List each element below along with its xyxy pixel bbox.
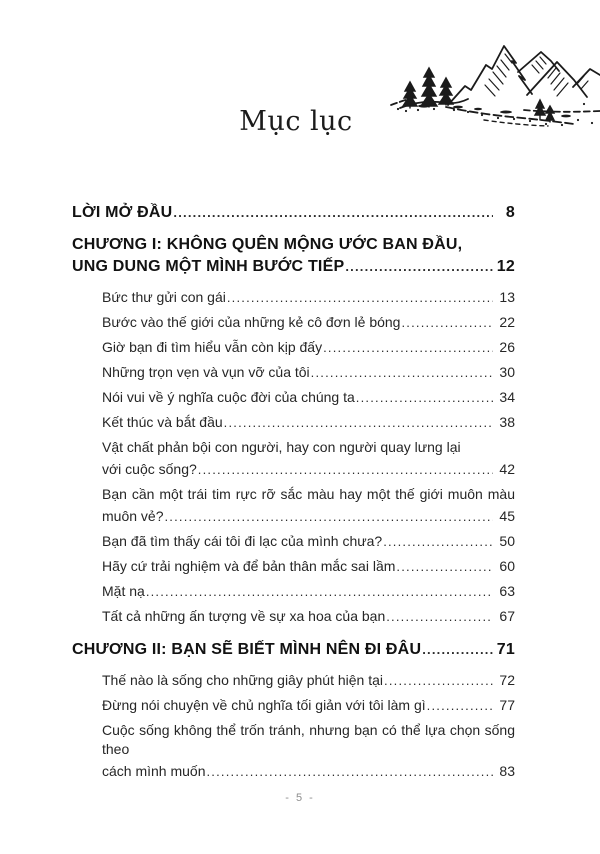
page-title: Mục lục: [239, 106, 353, 137]
toc-entry-label: Bạn đã tìm thấy cái tôi đi lạc của mình chưa?: [102, 533, 383, 549]
toc-entry-label: CHƯƠNG II: BẠN SẼ BIẾT MÌNH NÊN ĐI ĐÂU: [72, 641, 422, 658]
dot-leader: [224, 413, 493, 432]
toc-entry-label: muôn vẻ?: [102, 508, 164, 524]
toc-entry-page: 8: [505, 204, 515, 221]
toc-entry-chapter-1: [72, 257, 515, 276]
toc-entry-page: 30: [499, 364, 515, 380]
toc-entry-page: 42: [499, 461, 515, 477]
toc-entry-chapter-2: [72, 640, 515, 659]
toc-entry-page: 50: [499, 533, 515, 549]
toc-entry: [72, 363, 515, 382]
dot-leader: [227, 288, 493, 307]
toc-entry-page: 83: [499, 763, 515, 779]
toc-entry-page: 13: [499, 289, 515, 305]
toc-entry: [72, 762, 515, 781]
toc-entry-label: Vật chất phản bội con người, hay con người quay lưng lại: [102, 439, 461, 455]
toc-entry-line1: [72, 721, 515, 759]
dot-leader: [323, 338, 493, 357]
toc-entry-label: Bức thư gửi con gái: [102, 289, 226, 305]
toc-entry-label: cách mình muốn: [102, 763, 206, 779]
toc-entry-label: Đừng nói chuyện về chủ nghĩa tối giản với tôi làm gì: [102, 697, 426, 713]
dot-leader: [422, 640, 493, 659]
dot-leader: [427, 696, 493, 715]
toc-entry-label: với cuộc sống?: [102, 461, 197, 477]
dot-leader: [396, 557, 493, 576]
toc-entry-page: 34: [499, 389, 515, 405]
dot-leader: [198, 460, 493, 479]
toc-entry-page: 71: [496, 641, 515, 658]
toc-entry-label: CHƯƠNG I: KHÔNG QUÊN MỘNG ƯỚC BAN ĐẦU,: [72, 236, 463, 253]
toc-entry-line1: [72, 485, 515, 504]
dot-leader: [207, 762, 494, 781]
dot-leader: [386, 607, 493, 626]
toc-entry: [72, 532, 515, 551]
toc-entry-label: Nói vui về ý nghĩa cuộc đời của chúng ta: [102, 389, 355, 405]
toc-entry-page: 67: [499, 608, 515, 624]
toc-entry-label: LỜI MỞ ĐẦU: [72, 204, 173, 221]
dot-leader: [401, 313, 493, 332]
dot-leader: [311, 363, 493, 382]
toc-entry: [72, 288, 515, 307]
toc-entry-page: 12: [496, 258, 515, 275]
toc-entry-label: Bạn cần một trái tim rực rỡ sắc màu hay một thế giới muôn màu: [102, 486, 515, 502]
dot-leader: [173, 203, 493, 222]
toc-entry-page: 63: [499, 583, 515, 599]
toc-entry: [72, 460, 515, 479]
toc-entry-label: Hãy cứ trải nghiệm và để bản thân mắc sai lầm: [102, 558, 396, 574]
dot-leader: [345, 257, 493, 276]
toc-entry: [72, 338, 515, 357]
toc-entry: [72, 313, 515, 332]
toc-entry-label: Cuộc sống không thể trốn tránh, nhưng bạn có thể lựa chọn sống theo: [102, 722, 515, 757]
toc-entry-page: 38: [499, 414, 515, 430]
toc-entry: [72, 582, 515, 601]
toc-entry-page: 45: [499, 508, 515, 524]
toc-entry-page: 72: [499, 672, 515, 688]
dot-leader: [356, 388, 493, 407]
toc-entry: [72, 413, 515, 432]
toc-entry: [72, 607, 515, 626]
dot-leader: [164, 507, 493, 526]
toc-entry-label: Mặt nạ: [102, 583, 145, 599]
toc-entry-front-matter: [72, 203, 515, 222]
table-of-contents: [72, 203, 515, 787]
toc-entry-chapter-1-line1: [72, 235, 515, 254]
toc-entry: [72, 507, 515, 526]
toc-entry: [72, 696, 515, 715]
toc-entry-line1: [72, 438, 515, 457]
page-number-footer: - 5 -: [285, 792, 315, 804]
toc-entry-label: Giờ bạn đi tìm hiểu vẫn còn kịp đấy: [102, 339, 323, 355]
toc-entry-page: 22: [499, 314, 515, 330]
toc-entry-page: 77: [499, 697, 515, 713]
dot-leader: [383, 532, 493, 551]
toc-entry-label: UNG DUNG MỘT MÌNH BƯỚC TIẾP: [72, 258, 345, 275]
toc-entry: [72, 557, 515, 576]
dot-leader: [146, 582, 493, 601]
toc-entry-label: Bước vào thế giới của những kẻ cô đơn lẻ bóng: [102, 314, 401, 330]
dot-leader: [384, 671, 493, 690]
toc-entry-label: Kết thúc và bắt đầu: [102, 414, 223, 430]
toc-entry-label: Tất cả những ấn tượng về sự xa hoa của bạn: [102, 608, 386, 624]
toc-entry-label: Những trọn vẹn và vụn vỡ của tôi: [102, 364, 310, 380]
toc-entry: [72, 388, 515, 407]
toc-entry: [72, 671, 515, 690]
toc-entry-label: Thế nào là sống cho những giây phút hiện tại: [102, 672, 384, 688]
toc-entry-page: 60: [499, 558, 515, 574]
toc-entry-page: 26: [499, 339, 515, 355]
